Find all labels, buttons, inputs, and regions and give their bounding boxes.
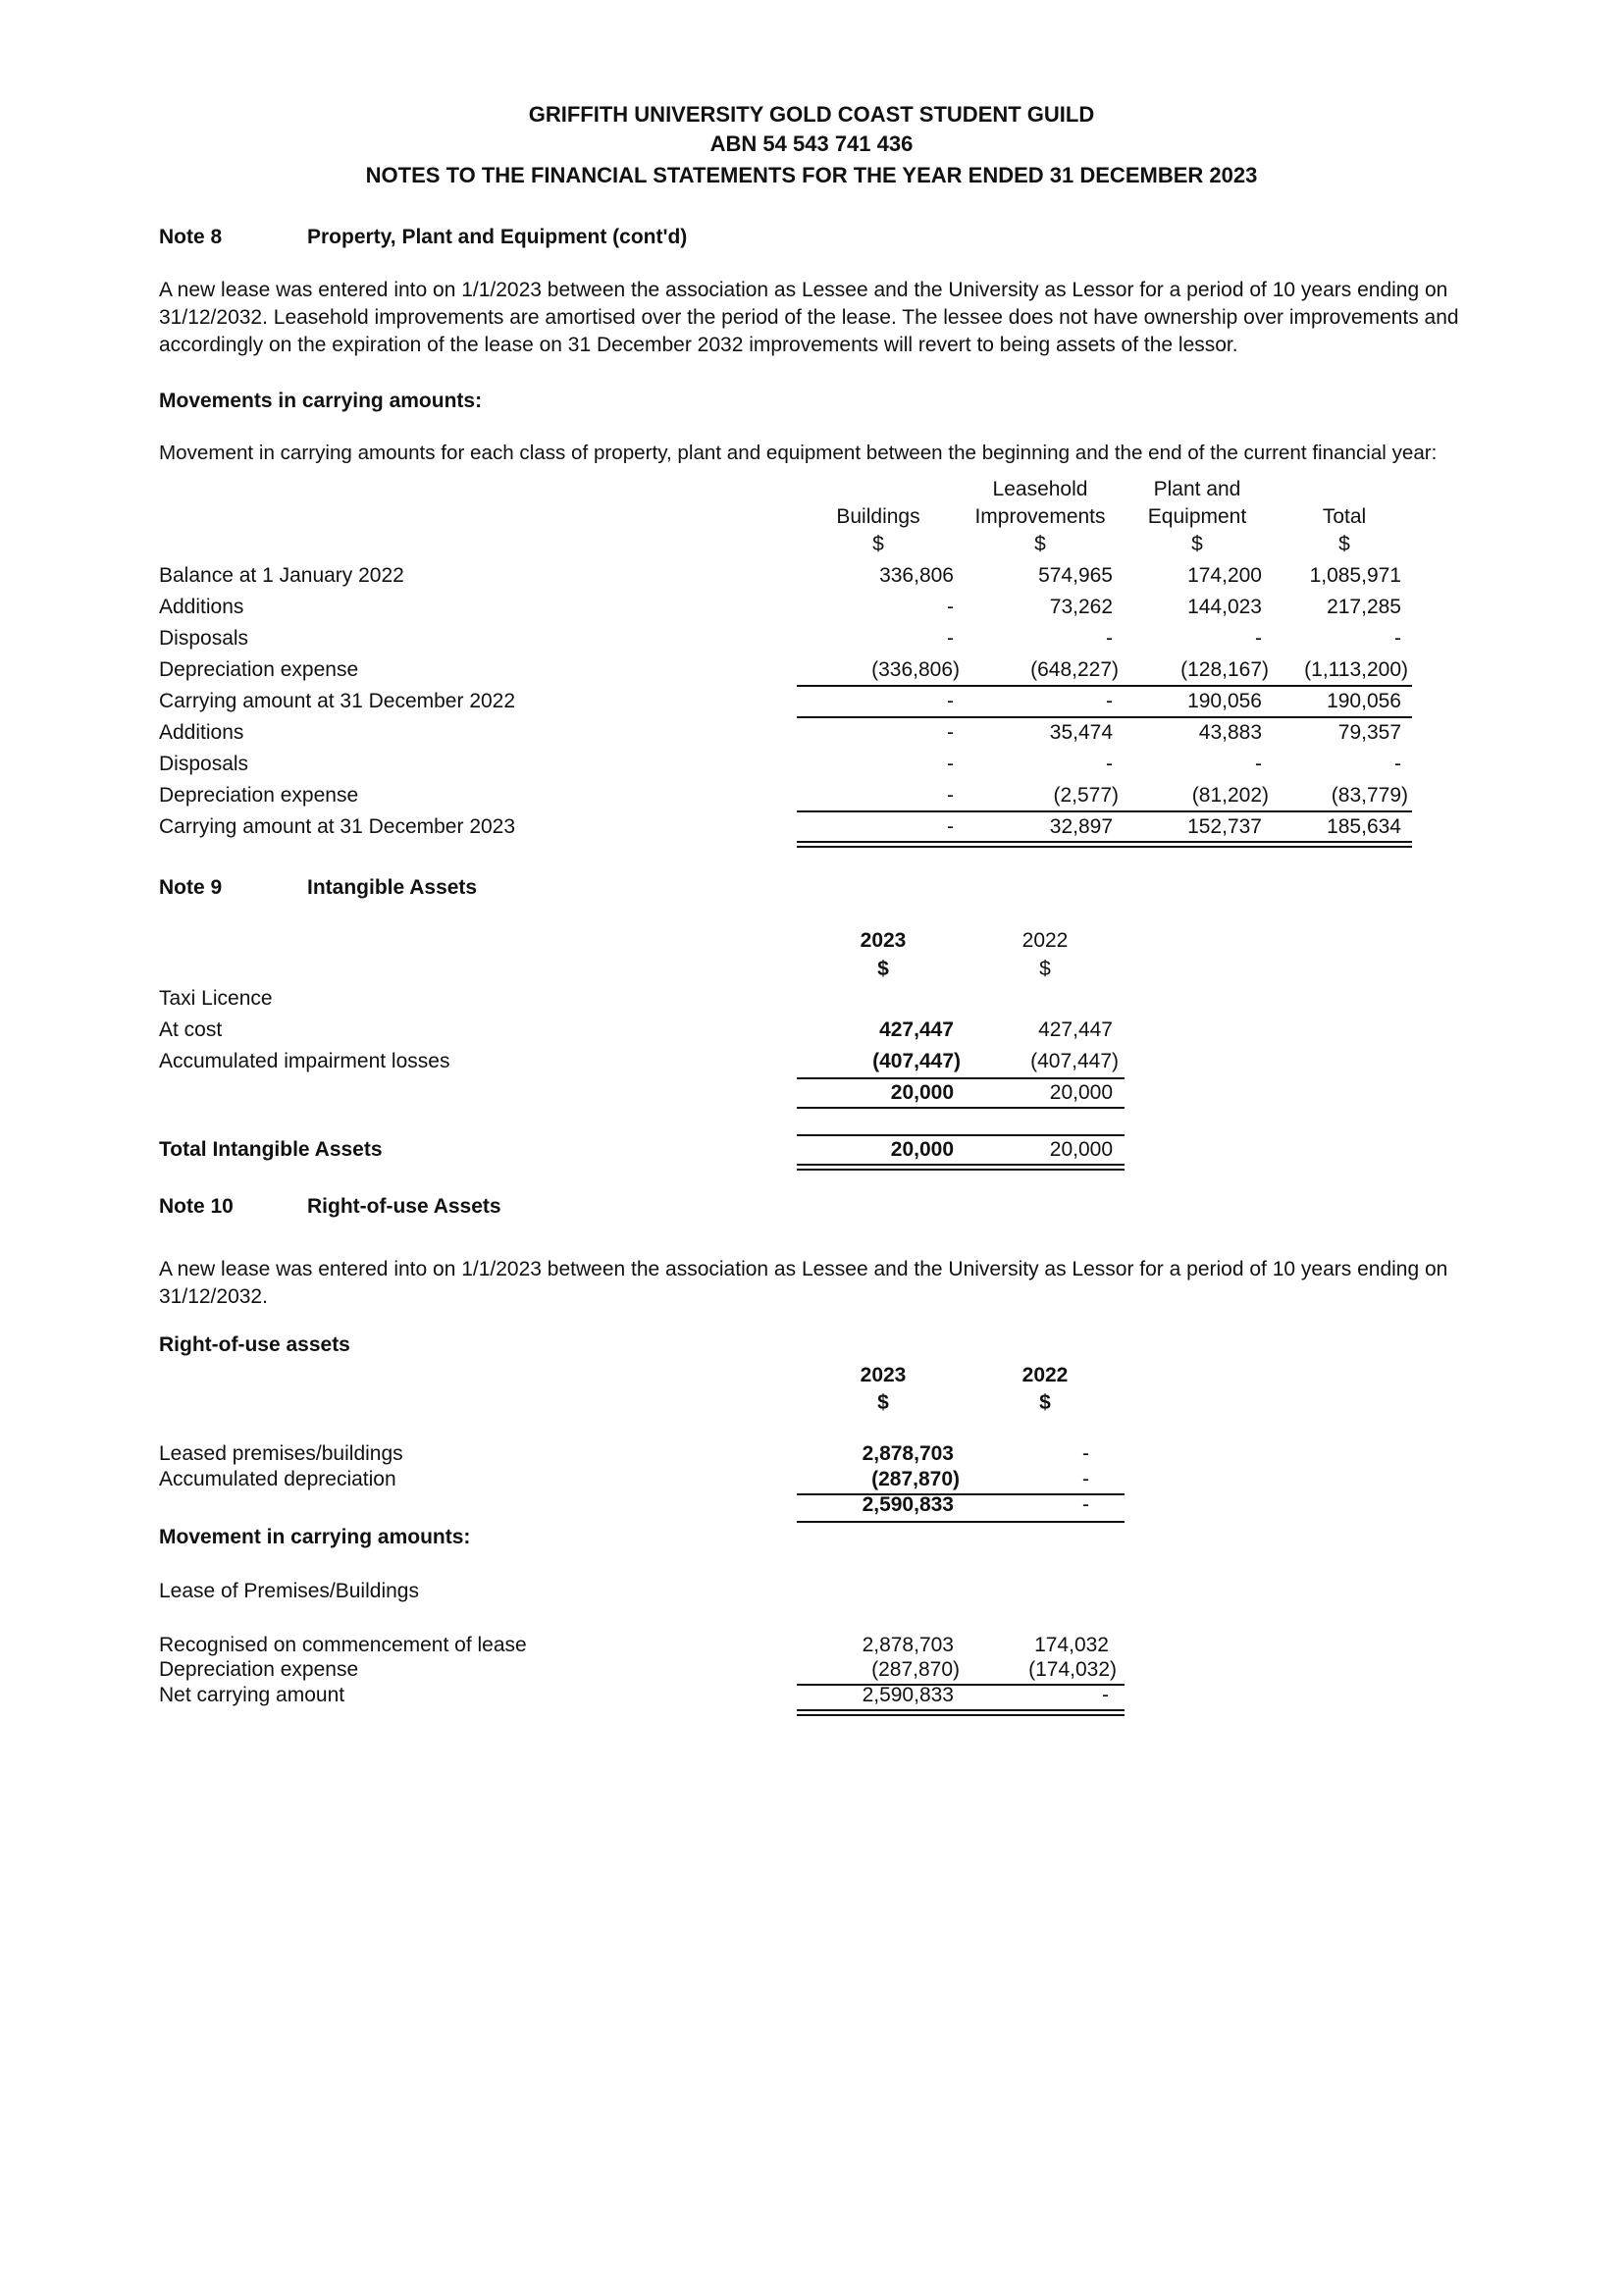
intangible-2022: (407,447) — [1030, 1050, 1119, 1072]
ppe-row-label: Depreciation expense — [159, 784, 359, 807]
ppe-plant: - — [1255, 627, 1262, 650]
double-rule — [797, 1709, 1125, 1716]
col-total: Total — [1322, 505, 1367, 528]
rou-2023: (287,870) — [871, 1468, 960, 1490]
rou-2022: - — [1082, 1442, 1089, 1465]
total-intangible-2023: 20,000 — [890, 1138, 954, 1161]
col-plant-line1: Plant and — [1153, 478, 1241, 500]
ppe-row-label: Depreciation expense — [159, 658, 359, 681]
ppe-buildings: 336,806 — [879, 564, 954, 587]
rou-movement-heading: Movement in carrying amounts: — [159, 1526, 471, 1548]
note8-title: Property, Plant and Equipment (cont'd) — [307, 226, 688, 248]
total-intangible-label: Total Intangible Assets — [159, 1138, 383, 1161]
intangible-2023: (407,447) — [872, 1050, 961, 1072]
col-plant-currency: $ — [1191, 533, 1203, 555]
ppe-buildings: - — [947, 784, 954, 807]
ppe-buildings: - — [947, 627, 954, 650]
note9-label: Note 9 — [159, 876, 223, 899]
ppe-row-label: Carrying amount at 31 December 2022 — [159, 690, 516, 712]
rou-2023: 2,878,703 — [862, 1442, 954, 1465]
col-2023-currency: $ — [877, 958, 889, 980]
note10-label: Note 10 — [159, 1195, 234, 1218]
lease-2022: - — [1102, 1684, 1109, 1706]
abn: ABN 54 543 741 436 — [709, 131, 914, 156]
ppe-plant: 152,737 — [1187, 815, 1262, 838]
col-buildings-currency: $ — [872, 533, 884, 555]
lease-heading: Lease of Premises/Buildings — [159, 1580, 419, 1602]
lease-row-label: Recognised on commencement of lease — [159, 1634, 527, 1656]
lease-2023: (287,870) — [871, 1658, 960, 1681]
ppe-buildings: - — [947, 815, 954, 838]
ppe-leasehold: - — [1106, 627, 1113, 650]
ppe-leasehold: 35,474 — [1049, 721, 1113, 744]
rou-row-label: Accumulated depreciation — [159, 1468, 396, 1490]
rou-col-2023-currency: $ — [877, 1391, 889, 1414]
rou-2022: - — [1082, 1468, 1089, 1490]
col-plant-line2: Equipment — [1147, 505, 1247, 528]
ppe-buildings: - — [947, 596, 954, 618]
lease-2023: 2,878,703 — [862, 1634, 954, 1656]
rule-line — [797, 1134, 1125, 1136]
note10-paragraph: A new lease was entered into on 1/1/2023 between the association as Lessee and the University as Lessor for a period of 10 years ending on 31/12/2032. — [159, 1258, 1448, 1308]
rule-line — [797, 716, 1412, 718]
ppe-buildings: (336,806) — [871, 658, 960, 681]
ppe-plant: 190,056 — [1187, 690, 1262, 712]
col-buildings: Buildings — [836, 505, 920, 528]
col-2023: 2023 — [860, 929, 907, 952]
note8-subheading: Movements in carrying amounts: — [159, 390, 483, 412]
rule-line — [797, 685, 1412, 687]
ppe-plant: (81,202) — [1191, 784, 1269, 807]
col-leasehold-line1: Leasehold — [992, 478, 1088, 500]
rou-subheading: Right-of-use assets — [159, 1333, 350, 1356]
ppe-buildings: - — [947, 721, 954, 744]
note8-paragraph: A new lease was entered into on 1/1/2023 between the association as Lessee and the University as Lessor for a period of 10 years ending on 31/12/2032. Leasehold improvements are amortised over the period of the lease. The lessee does not have ownership over improvements and accordingly on the expiration of the lease on 31 December 2032 improvements will revert to being assets of the lessor. — [159, 279, 1459, 356]
rule-line — [797, 1521, 1125, 1523]
col-2022: 2022 — [1021, 929, 1069, 952]
lease-row-label: Net carrying amount — [159, 1684, 345, 1706]
total-intangible-2022: 20,000 — [1049, 1138, 1113, 1161]
ppe-row-label: Additions — [159, 721, 244, 744]
lease-2022: (174,032) — [1028, 1658, 1117, 1681]
intangible-row-label: Accumulated impairment losses — [159, 1050, 450, 1072]
ppe-leasehold: - — [1106, 753, 1113, 775]
note10-title: Right-of-use Assets — [307, 1195, 501, 1218]
ppe-row-label: Disposals — [159, 627, 249, 650]
ppe-plant: (128,167) — [1180, 658, 1269, 681]
ppe-buildings: - — [947, 690, 954, 712]
rou-row-label: Leased premises/buildings — [159, 1442, 403, 1465]
rule-line — [797, 810, 1412, 812]
intangible-row-label: At cost — [159, 1018, 223, 1041]
ppe-leasehold: (648,227) — [1030, 658, 1119, 681]
document-title: NOTES TO THE FINANCIAL STATEMENTS FOR THE YEAR ENDED 31 DECEMBER 2023 — [365, 163, 1258, 187]
intangible-2023: 20,000 — [890, 1081, 954, 1104]
lease-2022: 174,032 — [1034, 1634, 1109, 1656]
rule-line — [797, 1077, 1125, 1079]
col-leasehold-currency: $ — [1034, 533, 1046, 555]
intangible-2022: 427,447 — [1038, 1018, 1113, 1041]
rule-line — [797, 1107, 1125, 1109]
rou-col-2022: 2022 — [1021, 1364, 1069, 1386]
rou-col-2022-currency: $ — [1039, 1391, 1051, 1414]
ppe-total: 185,634 — [1327, 815, 1401, 838]
ppe-plant: - — [1255, 753, 1262, 775]
ppe-leasehold: 32,897 — [1049, 815, 1113, 838]
ppe-leasehold: 73,262 — [1049, 596, 1113, 618]
intangible-2023: 427,447 — [879, 1018, 954, 1041]
lease-row-label: Depreciation expense — [159, 1658, 359, 1681]
intangible-2022: 20,000 — [1049, 1081, 1113, 1104]
ppe-leasehold: (2,577) — [1053, 784, 1119, 807]
ppe-total: - — [1394, 627, 1401, 650]
ppe-row-label: Disposals — [159, 753, 249, 775]
col-2022-currency: $ — [1039, 958, 1051, 980]
note8-intro: Movement in carrying amounts for each class of property, plant and equipment between the beginning and the end of the current financial year: — [159, 442, 1438, 464]
double-rule — [797, 1164, 1125, 1171]
col-leasehold-line2: Improvements — [974, 505, 1106, 528]
ppe-plant: 43,883 — [1198, 721, 1262, 744]
ppe-buildings: - — [947, 753, 954, 775]
ppe-total: 1,085,971 — [1309, 564, 1401, 587]
ppe-total: (1,113,200) — [1304, 658, 1408, 681]
ppe-plant: 174,200 — [1187, 564, 1262, 587]
ppe-total: 217,285 — [1327, 596, 1401, 618]
note8-label: Note 8 — [159, 226, 223, 248]
ppe-total: 79,357 — [1337, 721, 1401, 744]
col-total-currency: $ — [1338, 533, 1350, 555]
ppe-leasehold: 574,965 — [1038, 564, 1113, 587]
ppe-total: (83,779) — [1331, 784, 1408, 807]
lease-2023: 2,590,833 — [862, 1684, 954, 1706]
note9-title: Intangible Assets — [307, 876, 478, 899]
ppe-total: 190,056 — [1327, 690, 1401, 712]
rou-2023: 2,590,833 — [862, 1493, 954, 1516]
taxi-licence-heading: Taxi Licence — [159, 987, 273, 1010]
ppe-total: - — [1394, 753, 1401, 775]
rou-col-2023: 2023 — [860, 1364, 907, 1386]
ppe-row-label: Balance at 1 January 2022 — [159, 564, 404, 587]
ppe-row-label: Additions — [159, 596, 244, 618]
rou-2022: - — [1082, 1493, 1089, 1516]
ppe-row-label: Carrying amount at 31 December 2023 — [159, 815, 516, 838]
org-name: GRIFFITH UNIVERSITY GOLD COAST STUDENT GUILD — [528, 102, 1095, 127]
double-rule — [797, 841, 1412, 848]
ppe-plant: 144,023 — [1187, 596, 1262, 618]
ppe-leasehold: - — [1106, 690, 1113, 712]
